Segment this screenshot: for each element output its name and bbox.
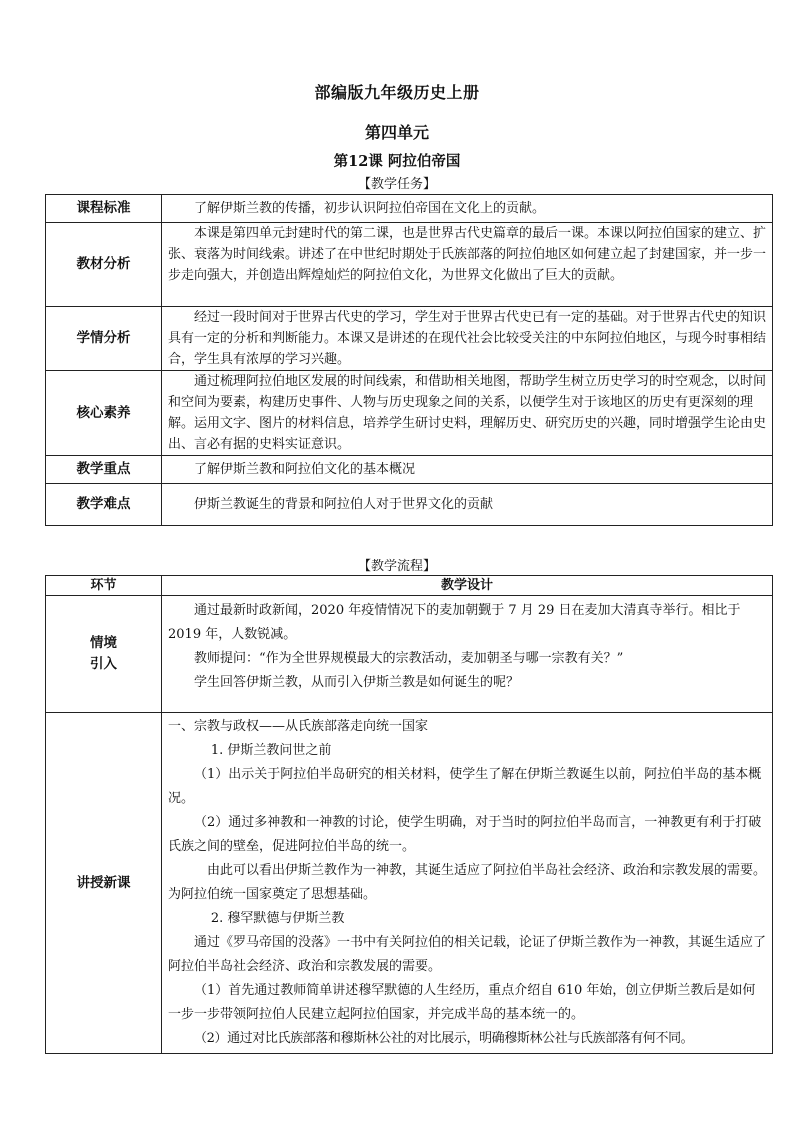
lecture-paragraph: 通过《罗马帝国的没落》一书中有关阿拉伯的相关记载，论证了伊斯兰教作为一神教，其诞生适应了阿拉伯半岛社会经济、政治和宗教发展的需要。: [168, 935, 767, 974]
table-row: [46, 371, 773, 456]
row-text: 伊斯兰教诞生的背景和阿拉伯人对于世界文化的贡献: [194, 497, 494, 512]
lecture-paragraph: 由此可以看出伊斯兰教作为一神教，其诞生适应了阿拉伯半岛社会经济、政治和宗教发展的需要。为阿拉伯统一国家奠定了思想基础。: [168, 863, 767, 902]
row-label: 核心素养: [46, 371, 162, 456]
table-row: [46, 195, 773, 223]
table-row: [46, 713, 773, 1054]
row-label: 教材分析: [46, 223, 162, 307]
row-label-line: 引入: [90, 656, 117, 672]
intro-paragraph: 学生回答伊斯兰教，从而引入伊斯兰教是如何诞生的呢？: [194, 675, 520, 690]
lecture-heading: 一、宗教与政权——从氏族部落走向统一国家: [168, 719, 429, 734]
column-header-stage: 环节: [46, 576, 162, 596]
lecture-paragraph: （1）首先通过教师简单讲述穆罕默德的人生经历，重点介绍自 610 年始，创立伊斯兰教后是如何一步一步带领阿拉伯人民建立起阿拉伯国家，并完成半岛的基本统一的。: [168, 983, 756, 1022]
lecture-paragraph: （1）出示关于阿拉伯半岛研究的相关材料，使学生了解在伊斯兰教诞生以前，阿拉伯半岛的基本概况。: [168, 767, 762, 806]
flow-table: [45, 575, 773, 1054]
lecture-paragraph: （2）通过对比氏族部落和穆斯林公社的对比展示，明确穆斯林公社与氏族部落有何不同。: [194, 1031, 694, 1046]
row-label-lecture: 讲授新课: [46, 713, 162, 1054]
section-heading-flow: 【教学流程】: [357, 559, 436, 574]
intro-paragraph: 教师提问：“作为全世界规模最大的宗教活动，麦加朝圣与哪一宗教有关？”: [194, 651, 624, 666]
lecture-subheading: 1. 伊斯兰教问世之前: [210, 743, 332, 758]
row-text: 了解伊斯兰教的传播，初步认识阿拉伯帝国在文化上的贡献。: [194, 201, 546, 216]
table-row: [46, 307, 773, 371]
intro-paragraph: 通过最新时政新闻，2020 年疫情情况下的麦加朝觐于 7 月 29 日在麦加大清真寺举行。相比于 2019 年，人数锐减。: [168, 603, 741, 642]
unit-heading: 第四单元: [364, 123, 429, 142]
row-text: 了解伊斯兰教和阿拉伯文化的基本概况: [194, 462, 416, 477]
row-label-intro: [46, 596, 162, 713]
column-header-design: 教学设计: [162, 576, 773, 596]
table-row: [46, 223, 773, 307]
row-text: 本课是第四单元封建时代的第二课，也是世界古代史篇章的最后一课。本课以阿拉伯国家的建立、扩张、衰落为时间线索。讲述了在中世纪时期处于氏族部落的阿拉伯地区如何建立起了封建国家，并一步一步走向强大，并创造出辉煌灿烂的阿拉伯文化，为世界文化做出了巨大的贡献。: [168, 226, 767, 283]
table-header-row: [46, 576, 773, 596]
row-label: 学情分析: [46, 307, 162, 371]
lecture-subheading: 2. 穆罕默德与伊斯兰教: [210, 911, 345, 926]
row-text: 通过梳理阿拉伯地区发展的时间线索，和借助相关地图，帮助学生树立历史学习的时空观念，以时间和空间为要素，构建历史事件、人物与历史现象之间的关系，以便学生对于该地区的历史有更深刻的理解。运用文字、图片的材料信息，培养学生研讨史料，理解历史、研究历史的兴趣，同时增强学生论由史出、言必有据的史料实证意识。: [168, 374, 767, 452]
row-label: 教学重点: [46, 456, 162, 484]
lesson-heading: 第12课 阿拉伯帝国: [333, 153, 461, 170]
row-label: 教学难点: [46, 484, 162, 526]
section-heading-task: 【教学任务】: [357, 177, 436, 192]
table-row: [46, 484, 773, 526]
row-label: 课程标准: [46, 195, 162, 223]
table-row: [46, 456, 773, 484]
document-title: 部编版九年级历史上册: [314, 83, 480, 102]
task-table: [45, 194, 773, 526]
row-text: 经过一段时间对于世界古代史的学习，学生对于世界古代史已有一定的基础。对于世界古代史的知识具有一定的分析和判断能力。本课又是讲述的在现代社会比较受关注的中东阿拉伯地区，与现今时事相结合，学生具有浓厚的学习兴趣。: [168, 310, 767, 367]
lecture-paragraph: （2）通过多神教和一神教的讨论，使学生明确，对于当时的阿拉伯半岛而言，一神教更有利于打破氏族之间的壁垒，促进阿拉伯半岛的统一。: [168, 815, 762, 854]
row-label-line: 情境: [90, 635, 117, 651]
table-row: [46, 596, 773, 713]
